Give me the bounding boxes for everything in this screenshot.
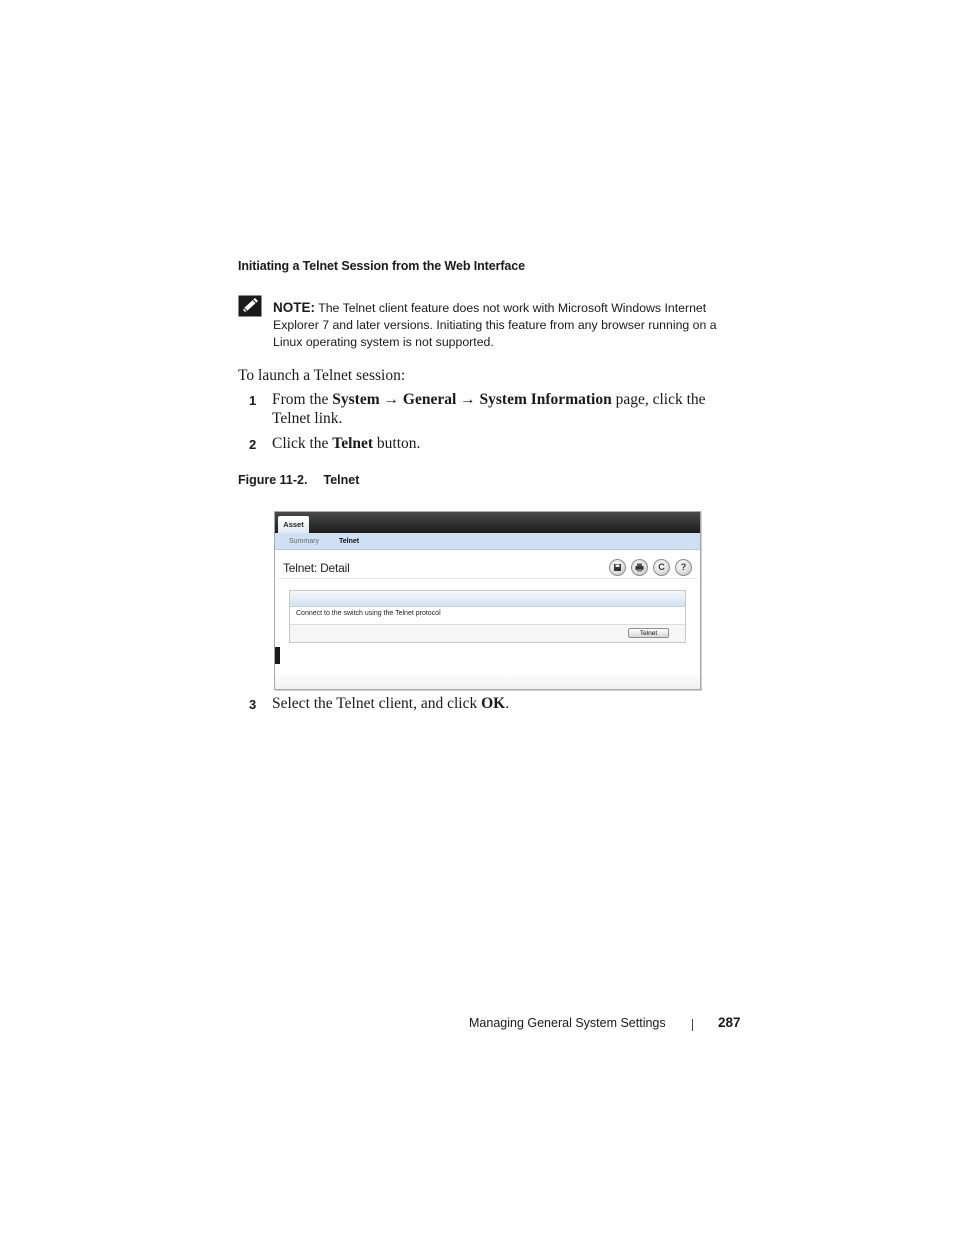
button-ref-telnet: Telnet bbox=[332, 435, 374, 452]
step-number: 3 bbox=[249, 697, 257, 712]
telnet-detail-box bbox=[289, 590, 686, 643]
save-icon[interactable] bbox=[609, 559, 626, 576]
help-icon[interactable]: ? bbox=[675, 559, 692, 576]
telnet-button[interactable]: Telnet bbox=[628, 628, 669, 638]
step-text: Click the Telnet button. bbox=[272, 435, 421, 452]
sub-nav-bar bbox=[275, 533, 700, 550]
panel-title: Telnet: Detail bbox=[283, 561, 350, 575]
intro-text: To launch a Telnet session: bbox=[238, 367, 406, 384]
step-text: Select the Telnet client, and click OK. bbox=[272, 695, 510, 712]
note-label: NOTE: bbox=[273, 300, 315, 315]
subtab-telnet[interactable]: Telnet bbox=[339, 538, 360, 545]
subtab-summary[interactable]: Summary bbox=[289, 538, 319, 545]
figure-title: Telnet bbox=[323, 473, 360, 487]
page-number: 287 bbox=[718, 1015, 741, 1030]
box-header bbox=[290, 591, 685, 607]
step-3 bbox=[249, 694, 719, 714]
refresh-icon[interactable]: C bbox=[653, 559, 670, 576]
tab-asset[interactable]: Asset bbox=[278, 516, 309, 533]
telnet-message: Connect to the switch using the Telnet protocol bbox=[296, 610, 441, 617]
section-heading: Initiating a Telnet Session from the Web Interface bbox=[238, 259, 525, 273]
box-footer bbox=[290, 625, 685, 642]
divider bbox=[278, 578, 697, 579]
step-2 bbox=[249, 434, 719, 454]
note-block bbox=[273, 299, 733, 352]
step-number: 1 bbox=[249, 393, 257, 408]
figure-caption bbox=[238, 473, 359, 487]
note-pencil-icon bbox=[238, 295, 262, 317]
figure-number: Figure 11-2. bbox=[238, 473, 308, 487]
footer-chapter-title: Managing General System Settings bbox=[469, 1016, 666, 1030]
menu-general: General bbox=[402, 391, 457, 408]
top-nav-bar bbox=[275, 512, 700, 533]
telnet-screenshot bbox=[274, 511, 701, 690]
footer-separator bbox=[692, 1019, 693, 1031]
menu-system-information: System Information bbox=[479, 391, 612, 408]
note-text: The Telnet client feature does not work with Microsoft Windows Internet Explorer 7 and later versions. Initiating this feature from any browser running on a Linux operating system is not supported. bbox=[273, 301, 717, 350]
side-panel-handle[interactable] bbox=[275, 647, 280, 664]
step-number: 2 bbox=[249, 437, 257, 452]
menu-system: System bbox=[332, 391, 380, 408]
step-1 bbox=[249, 390, 719, 430]
step-text: From the System → General → System Information page, click the Telnet link. bbox=[272, 391, 706, 427]
button-ref-ok: OK bbox=[481, 695, 506, 712]
bottom-area bbox=[275, 672, 700, 689]
print-icon[interactable] bbox=[631, 559, 648, 576]
